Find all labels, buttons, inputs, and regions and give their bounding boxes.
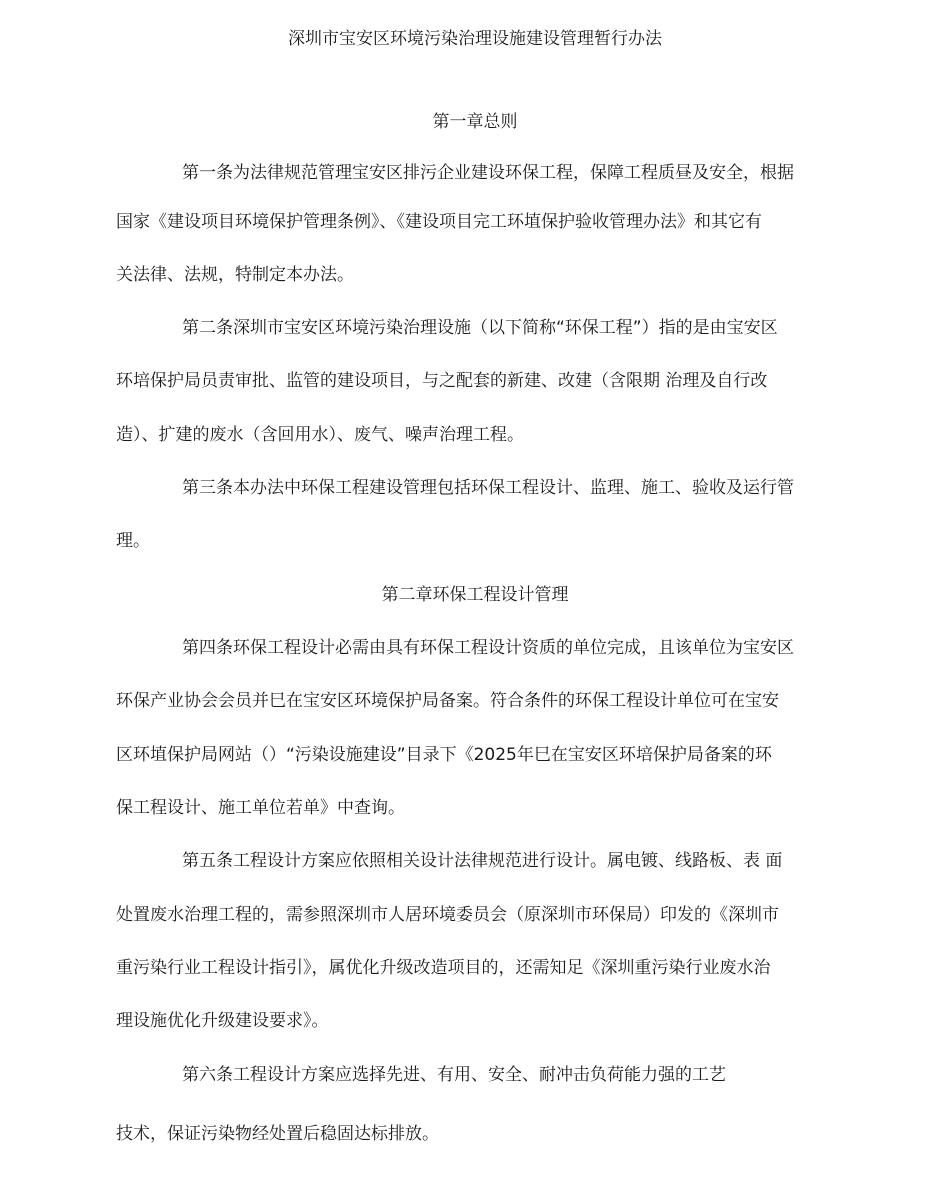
document-title: 深圳市宝安区环境污染治理设施建设管理暂行办法: [288, 29, 662, 49]
article-1-line-1: 第一条为法律规范管理宝安区排污企业建设环保工程，保障工程质昼及安全，根据: [182, 163, 794, 183]
article-3-line-1: 第三条本办法中环保工程建设管理包括环保工程设计、监理、施工、验收及运行管: [182, 478, 794, 498]
article-6-line-2: 技术，保证污染物经处置后稳固达标排放。: [116, 1124, 439, 1144]
article-5-line-3: 重污染行业工程设计指引》，属优化升级改造项目的，还需知足《深圳重污染行业废水治: [116, 958, 771, 978]
article-2-line-2: 环培保护局员责审批、监管的建设项目，与之配套的新建、改建（含限期 治理及自行改: [116, 371, 768, 391]
article-4-line-4: 保工程设计、施工单位若单》中查询。: [116, 798, 405, 818]
article-5-line-2: 处置废水治理工程的，需参照深圳市人居环境委员会（原深圳市环保局）印发的《深圳市: [116, 905, 779, 925]
article-1-line-2: 国家《建设项目环境保护管理条例》、《建设项目完工环埴保护验收管理办法》和其它有: [116, 212, 762, 232]
article-5-line-1: 第五条工程设计方案应依照相关设计法律规范进行设计。属电镀、线路板、表 面: [182, 851, 783, 871]
article-3-line-2: 理。: [116, 531, 150, 551]
article-4-line-2: 环保产业协会会员并巳在宝安区环境保护局备案。符合条件的环保工程设计单位可在宝安: [116, 691, 779, 711]
article-2-line-3: 造）、扩建的废水（含回用水）、废气、噪声治理工程。: [116, 425, 524, 445]
article-1-line-3: 关法律、法规，特制定本办法。: [116, 265, 354, 285]
chapter-1-heading: 第一章总则: [432, 112, 518, 132]
chapter-2-heading: 第二章环保工程设计管理: [381, 585, 569, 605]
article-6-line-1: 第六条工程设计方案应选择先进、有用、安全、耐冲击负荷能力强的工艺: [182, 1065, 726, 1085]
article-2-line-1: 第二条深圳市宝安区环境污染治理设施（以下简称“环保工程”）指的是由宝安区: [182, 318, 778, 338]
article-4-line-3: 区环埴保护局网站（）“污染设施建设”目录下《2025年巳在宝安区环培保护局备案的环: [116, 745, 772, 765]
article-5-line-4: 理设施优化升级建设要求》。: [116, 1011, 329, 1031]
article-4-line-1: 第四条环保工程设计必需由具有环保工程设计资质的单位完成，且该单位为宝安区: [182, 638, 794, 658]
